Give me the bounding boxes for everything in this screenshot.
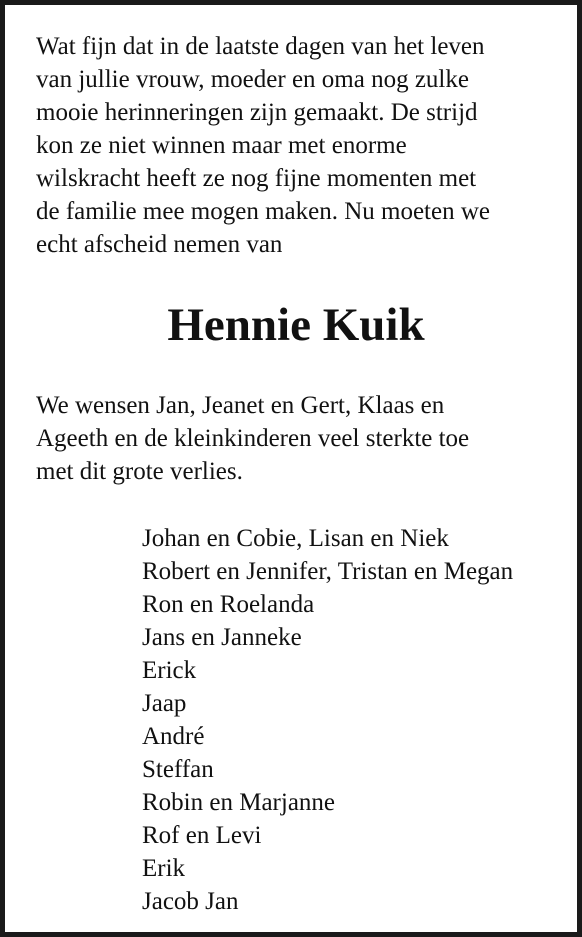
intro-line: kon ze niet winnen maar met enorme — [36, 132, 407, 159]
wishes-line: Ageeth en de kleinkinderen veel sterkte toe — [36, 425, 470, 452]
intro-paragraph — [36, 30, 556, 261]
intro-line: Wat fijn dat in de laatste dagen van het leven — [36, 33, 485, 60]
intro-line: de familie mee mogen maken. Nu moeten we — [36, 198, 491, 225]
signer-entry: Jans en Janneke — [142, 624, 302, 651]
intro-line: echt afscheid nemen van — [36, 231, 283, 258]
deceased-name: Hennie Kuik — [167, 299, 425, 351]
signer-entry: Johan en Cobie, Lisan en Niek — [142, 525, 449, 552]
signer-entry: Jacob Jan — [142, 888, 239, 915]
signer-entry: Jaap — [142, 690, 187, 717]
intro-line: wilskracht heeft ze nog fijne momenten met — [36, 165, 477, 192]
intro-line: van jullie vrouw, moeder en oma nog zulke — [36, 66, 469, 93]
wishes-line: We wensen Jan, Jeanet en Gert, Klaas en — [36, 392, 445, 419]
signer-entry: Ron en Roelanda — [142, 591, 315, 618]
signer-entry: Rof en Levi — [142, 822, 262, 849]
signer-entry: André — [142, 723, 205, 750]
signer-entry: Erick — [142, 657, 197, 684]
intro-line: mooie herinneringen zijn gemaakt. De strijd — [36, 99, 478, 126]
signer-entry: Erik — [142, 855, 186, 882]
signer-entry: Robert en Jennifer, Tristan en Megan — [142, 558, 514, 585]
wishes-paragraph — [36, 389, 556, 488]
signer-entry: Robin en Marjanne — [142, 789, 336, 816]
signers-list — [142, 522, 513, 918]
signer-entry: Steffan — [142, 756, 214, 783]
wishes-line: met dit grote verlies. — [36, 458, 243, 485]
